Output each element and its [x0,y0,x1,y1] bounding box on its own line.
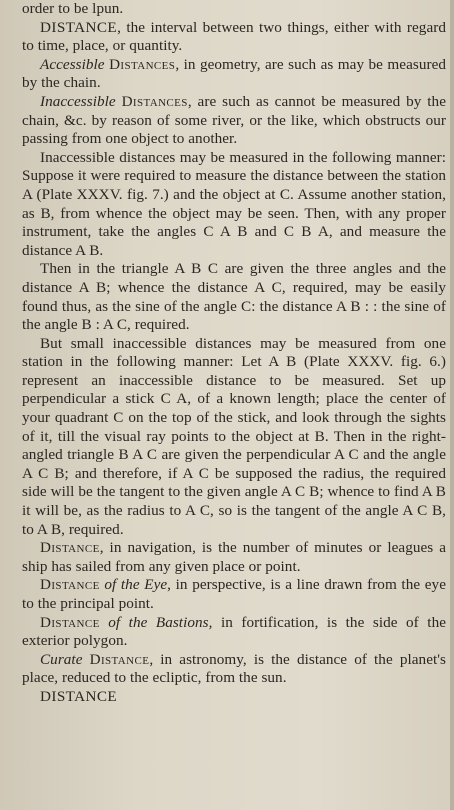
entry-distance-navigation: Distance, in navigation, is the number of minutes or leagues a ship has sailed from any given place or point. [22,539,446,575]
entry-distance-eye: Distance of the Eye, in perspective, is a line drawn from the eye to the principal point. [22,576,446,612]
entry-distance-bastions: Distance of the Bastions, in fortification, is the side of the exterior polygon. [22,613,446,650]
entry-inaccessible-distances: Inaccessible Distances, are such as cannot be measured by the chain, &c. by reason of some river, or the like, which obstructs our passing from one object to another. [22,92,446,148]
paragraph-triangle: Then in the triangle A B C are given the three angles and the distance A B; whence the distance A C, required, may be easily found thus, as the sine of the angle C: the distance A B : : the sine of the angle B : A C, required. [22,260,446,334]
bottom-line-fragment: DISTANCE [40,687,118,705]
page-text [22,0,447,705]
entry-curate-distance: Curate Distance, in astronomy, is the distance of the planet's place, reduced to the ecliptic, from the sun. [22,650,446,687]
paragraph-measuring-method: Inaccessible distances may be measured in the following manner: Suppose it were required to measure the distance between the station A (Plate XXXV. fig. 7.) and the object at C. Assume another station, as B, from whence the object may be seen. Then, with any proper instrument, take the angles C A B and C B A, and measure the distance A B. [22,148,446,259]
paragraph-small-distances: But small inaccessible distances may be measured from one station in the following manner: Let A B (Plate XXXV. fig. 6.) represent an inaccessible distance to be measured. Set up perpendicular a stick C A, of a known length; place the center of your quadrant C on the top of the stick, and look through the sights of it, till the visual ray points to the object at B. Then in the right-angled triangle B A C are given the perpendicular A C and the angle A C B; and therefore, if A C be supposed the radius, the required side will be the tangent to the given angle A C B; whence to find A B it will be, as the radius to A C, so is the tangent of the angle A C B, to A B, required. [22,334,446,538]
entry-distance: DISTANCE, the interval between two things, either with regard to time, place, or quantity. [22,18,446,55]
top-line-fragment: order to be lpun. [22,0,124,17]
entry-accessible-distances: Accessible Distances, in geometry, are such as may be measured by the chain. [22,55,447,92]
